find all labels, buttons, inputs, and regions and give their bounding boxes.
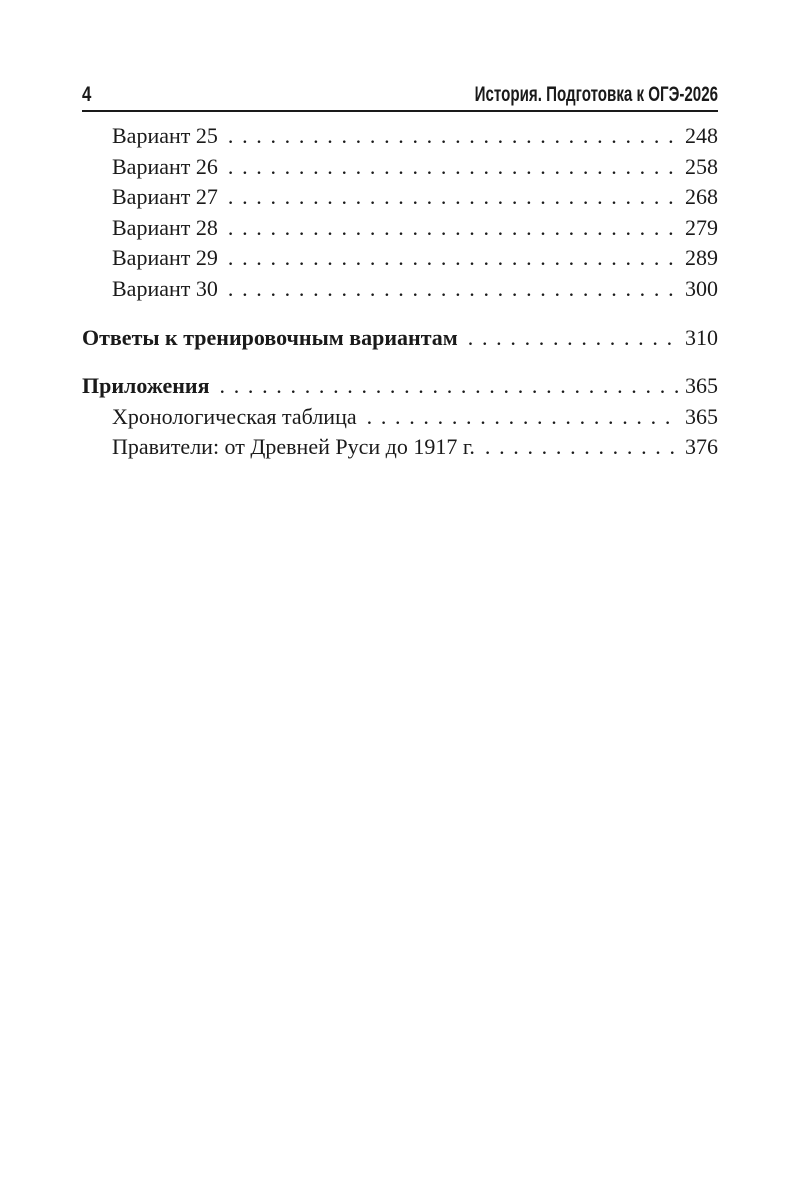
- page-number: 4: [82, 83, 92, 106]
- toc-entry-page: 300: [685, 275, 718, 301]
- toc-entry-page: 258: [685, 153, 718, 179]
- toc-entry-label: Вариант 29: [112, 245, 218, 271]
- dot-leader: [228, 243, 678, 274]
- table-of-contents: [82, 121, 718, 463]
- toc-entry: [82, 213, 718, 244]
- dot-leader: [220, 371, 679, 402]
- toc-entry-label: Хронологическая таблица: [112, 403, 357, 429]
- toc-entry: [82, 243, 718, 274]
- toc-entry-page: 376: [685, 434, 718, 460]
- header-divider: [82, 110, 718, 112]
- toc-entry-label: Вариант 27: [112, 184, 218, 210]
- dot-leader: [228, 182, 678, 213]
- dot-leader: [228, 213, 678, 244]
- toc-entry: [82, 152, 718, 183]
- dot-leader: [468, 323, 678, 354]
- toc-entry: [82, 121, 718, 152]
- toc-entry-label: Вариант 25: [112, 123, 218, 148]
- toc-entry-page: 365: [685, 373, 718, 399]
- toc-entry-label: Вариант 28: [112, 214, 218, 240]
- running-title: История. Подготовка к ОГЭ-2026: [474, 83, 718, 106]
- toc-entry-label: Ответы к тренировочным вариантам: [82, 324, 458, 350]
- toc-entry-page: 310: [685, 324, 718, 350]
- toc-entry-page: 268: [685, 184, 718, 210]
- dot-leader: [228, 274, 678, 305]
- dot-leader: [367, 402, 678, 433]
- dot-leader: [485, 432, 678, 463]
- toc-entry-label: Правители: от Древней Руси до 1917 г.: [112, 434, 475, 460]
- dot-leader: [228, 152, 678, 183]
- toc-entry: [82, 432, 718, 463]
- toc-entry-label: Вариант 26: [112, 153, 218, 179]
- dot-leader: [228, 121, 678, 152]
- toc-entry: [82, 323, 718, 354]
- toc-entry: [82, 402, 718, 433]
- toc-entry-page: 248: [685, 123, 718, 148]
- toc-entry-label: Вариант 30: [112, 275, 218, 301]
- toc-entry-label: Приложения: [82, 373, 210, 399]
- page-header: [82, 84, 718, 110]
- toc-entry: [82, 274, 718, 305]
- toc-entry-page: 279: [685, 214, 718, 240]
- toc-entry-page: 365: [685, 403, 718, 429]
- toc-entry: [82, 371, 718, 402]
- toc-entry: [82, 182, 718, 213]
- toc-entry-page: 289: [685, 245, 718, 271]
